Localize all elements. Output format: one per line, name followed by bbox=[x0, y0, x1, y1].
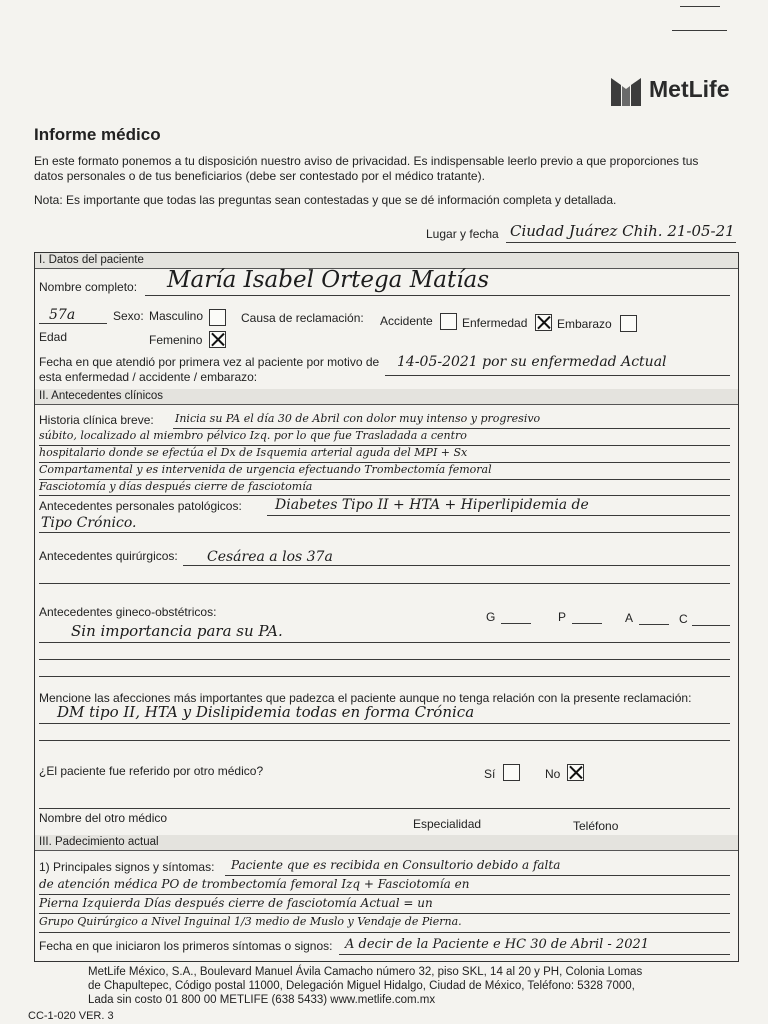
history-label: Historia clínica breve: bbox=[39, 413, 154, 427]
footer-address bbox=[88, 965, 642, 1007]
gpac-c-line bbox=[692, 625, 730, 626]
pathological-line-2 bbox=[39, 532, 730, 533]
referred-question: ¿El paciente fue referido por otro médico? bbox=[39, 764, 264, 778]
history-text-1: Inicia su PA el día 30 de Abril con dolor muy intenso y progresivo bbox=[175, 412, 541, 425]
history-line-5 bbox=[39, 495, 730, 496]
sex-male-checkbox[interactable] bbox=[209, 309, 226, 326]
pathological-text-2: Tipo Crónico. bbox=[41, 515, 137, 531]
surgical-label: Antecedentes quirúrgicos: bbox=[39, 549, 178, 563]
signs-line-3 bbox=[39, 913, 730, 914]
specialty-label: Especialidad bbox=[413, 817, 482, 831]
metlife-logo bbox=[611, 76, 741, 108]
referred-yes-checkbox[interactable] bbox=[503, 764, 520, 781]
pathological-text-1: Diabetes Tipo II + HTA + Hiperlipidemia de bbox=[275, 497, 589, 513]
name-line bbox=[145, 295, 730, 296]
referred-no-checkbox[interactable] bbox=[567, 764, 584, 781]
referred-yes-label: Sí bbox=[484, 767, 496, 781]
place-date-label: Lugar y fecha bbox=[426, 227, 499, 241]
sex-female-label: Femenino bbox=[149, 333, 203, 347]
privacy-intro: En este formato ponemos a tu disposición nuestro aviso de privacidad. Es indispensable leerlo previo a que proporciones tus datos personales o de tus beneficiarios (debe ser contestado por el médico tratante). bbox=[34, 154, 699, 183]
first-attention-label-2: esta enfermedad / accidente / embarazo: bbox=[39, 370, 258, 384]
section-2-header: II. Antecedentes clínicos bbox=[35, 389, 738, 405]
sex-label: Sexo: bbox=[113, 309, 144, 323]
footer-address-line-1: MetLife México, S.A., Boulevard Manuel Ávila Camacho número 32, piso SKL, 14 al 20 y PH, Colonia Lomas bbox=[88, 966, 643, 978]
surgical-value: Cesárea a los 37a bbox=[207, 549, 333, 565]
other-doctor-label: Nombre del otro médico bbox=[39, 811, 168, 825]
claim-illness-label: Enfermedad bbox=[462, 316, 528, 330]
claim-accident-checkbox[interactable] bbox=[440, 313, 457, 330]
surgical-line-1 bbox=[183, 565, 730, 566]
nota-text: Nota: Es importante que todas las preguntas sean contestadas y que se dé información completa y detallada. bbox=[34, 193, 617, 207]
name-label: Nombre completo: bbox=[39, 280, 138, 294]
referred-no-label: No bbox=[545, 767, 561, 781]
signs-line-4 bbox=[39, 932, 730, 933]
gpac-p-line bbox=[572, 623, 602, 624]
age-label: Edad bbox=[39, 330, 68, 344]
form-frame bbox=[34, 252, 739, 962]
gpac-c-label: C bbox=[679, 612, 688, 626]
other-doctor-line bbox=[39, 808, 730, 809]
conditions-line-2 bbox=[39, 740, 730, 741]
gpac-g-label: G bbox=[486, 610, 496, 624]
signs-label: 1) Principales signos y síntomas: bbox=[39, 860, 215, 874]
sex-male-label: Masculino bbox=[149, 309, 204, 323]
age-value: 57a bbox=[49, 307, 76, 323]
signs-line-1 bbox=[225, 875, 730, 876]
form-code: CC-1-020 VER. 3 bbox=[28, 1010, 114, 1022]
name-value: María Isabel Ortega Matías bbox=[167, 267, 490, 293]
pathological-label: Antecedentes personales patológicos: bbox=[39, 499, 242, 513]
conditions-value: DM tipo II, HTA y Dislipidemia todas en forma Crónica bbox=[57, 703, 475, 721]
history-text-3: hospitalario donde se efectúa el Dx de Isquemia arterial aguda del MPI + Sx bbox=[39, 446, 468, 459]
gyneco-value: Sin importancia para su PA. bbox=[71, 622, 283, 640]
footer-address-line-2: de Chapultepec, Código postal 11000, Delegación Miguel Hidalgo, Ciudad de México, Teléfono: 5328 7000, bbox=[88, 980, 635, 992]
place-date-line bbox=[506, 242, 736, 243]
claim-pregnancy-label: Embarazo bbox=[557, 317, 612, 331]
section-1-header: I. Datos del paciente bbox=[35, 253, 738, 269]
signs-text-1: Paciente que es recibida en Consultorio debido a falta bbox=[231, 858, 561, 872]
gyneco-line-1 bbox=[39, 642, 730, 643]
claim-pregnancy-checkbox[interactable] bbox=[620, 315, 637, 332]
corner-mark-1 bbox=[680, 6, 720, 7]
gpac-a-line bbox=[639, 624, 669, 625]
history-text-2: súbito, localizado al miembro pélvico Izq. por lo que fue Trasladada a centro bbox=[39, 429, 467, 442]
conditions-line-1 bbox=[39, 723, 730, 724]
onset-label: Fecha en que iniciaron los primeros síntomas o signos: bbox=[39, 939, 333, 953]
page-title: Informe médico bbox=[34, 125, 161, 144]
sex-female-checkbox[interactable] bbox=[209, 331, 226, 348]
gpac-p-label: P bbox=[558, 610, 567, 624]
metlife-logo-icon bbox=[611, 78, 641, 106]
gpac-g-line bbox=[501, 623, 531, 624]
surgical-line-2 bbox=[39, 583, 730, 584]
footer-address-line-3: Lada sin costo 01 800 00 METLIFE (638 5433) www.metlife.com.mx bbox=[88, 994, 436, 1006]
onset-value: A decir de la Paciente e HC 30 de Abril - 2021 bbox=[345, 937, 650, 952]
signs-line-2 bbox=[39, 894, 730, 895]
claim-accident-label: Accidente bbox=[380, 314, 433, 328]
onset-line bbox=[339, 954, 730, 955]
signs-text-4: Grupo Quirúrgico a Nivel Inguinal 1/3 medio de Muslo y Vendaje de Pierna. bbox=[39, 915, 462, 928]
gpac-a-label: A bbox=[625, 611, 634, 625]
first-attention-value: 14-05-2021 por su enfermedad Actual bbox=[397, 354, 667, 370]
corner-mark-2 bbox=[672, 30, 727, 31]
claim-illness-checkbox[interactable] bbox=[535, 314, 552, 331]
phone-label: Teléfono bbox=[573, 819, 619, 833]
history-text-5: Fasciotomía y días después cierre de fasciotomía bbox=[39, 480, 313, 493]
signs-text-3: Pierna Izquierda Días después cierre de fasciotomía Actual = un bbox=[39, 896, 433, 910]
first-attention-label-1: Fecha en que atendió por primera vez al paciente por motivo de bbox=[39, 355, 380, 369]
gyneco-label: Antecedentes gineco-obstétricos: bbox=[39, 605, 217, 619]
pathological-line-1 bbox=[267, 515, 730, 516]
claim-label: Causa de reclamación: bbox=[241, 311, 364, 325]
place-date-value: Ciudad Juárez Chih. 21-05-21 bbox=[510, 222, 735, 240]
age-line bbox=[39, 323, 107, 324]
conditions-label: Mencione las afecciones más importantes que padezca el paciente aunque no tenga relación con la presente reclamación: bbox=[39, 691, 692, 705]
section-3-header: III. Padecimiento actual bbox=[35, 835, 738, 851]
metlife-logo-text: MetLife bbox=[649, 76, 730, 102]
gyneco-line-2 bbox=[39, 659, 730, 660]
signs-text-2: de atención médica PO de trombectomía femoral Izq + Fasciotomía en bbox=[39, 877, 470, 891]
history-text-4: Compartamental y es intervenida de urgencia efectuando Trombectomía femoral bbox=[39, 463, 492, 476]
gyneco-line-3 bbox=[39, 676, 730, 677]
first-attention-line bbox=[385, 375, 730, 376]
